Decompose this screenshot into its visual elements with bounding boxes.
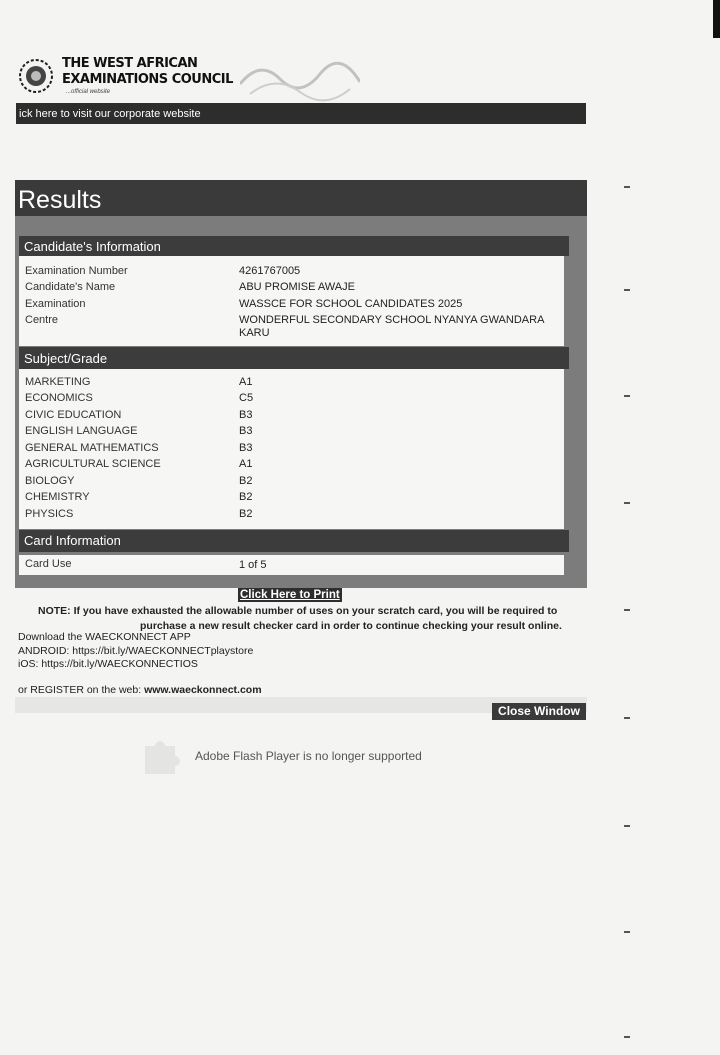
page-edge-shadow xyxy=(713,0,720,38)
examination-label: Examination xyxy=(25,298,86,310)
candidate-name-label: Candidate's Name xyxy=(25,281,116,293)
print-link[interactable]: Click Here to Print xyxy=(240,589,340,601)
register-url-link[interactable]: www.waeckonnect.com xyxy=(144,684,262,696)
examination-value: WASSCE FOR SCHOOL CANDIDATES 2025 xyxy=(239,298,463,310)
card-info-body xyxy=(19,555,564,575)
waec-logo-icon xyxy=(18,58,54,94)
exam-number-value: 4261767005 xyxy=(239,265,301,277)
scan-mark xyxy=(624,609,630,611)
plugin-puzzle-icon xyxy=(140,736,180,776)
subject-grade: A1 xyxy=(239,458,253,470)
download-app-text: Download the WAECKONNECT APP xyxy=(18,631,191,643)
note-line1: If you have exhausted the allowable number of uses on your scratch card, you will be required to xyxy=(70,605,558,617)
org-name-line1: THE WEST AFRICAN xyxy=(62,56,198,71)
subject-grade: B3 xyxy=(239,442,253,454)
tagline: ...official website xyxy=(66,89,111,95)
scan-mark xyxy=(624,825,630,827)
card-use-label: Card Use xyxy=(25,558,72,570)
candidate-info-header: Candidate's Information xyxy=(19,236,569,256)
org-name-line2: EXAMINATIONS COUNCIL xyxy=(62,72,233,87)
subject-name: GENERAL MATHEMATICS xyxy=(25,442,159,454)
subject-grade: B2 xyxy=(239,491,253,503)
subject-name: CIVIC EDUCATION xyxy=(25,409,122,421)
subject-grade: B3 xyxy=(239,425,253,437)
subject-grade-header: Subject/Grade xyxy=(19,347,569,369)
exam-number-label: Examination Number xyxy=(25,265,128,277)
subject-grade: C5 xyxy=(239,392,254,404)
subject-name: PHYSICS xyxy=(25,508,74,520)
banner-decoration-icon xyxy=(240,54,360,102)
card-info-header: Card Information xyxy=(19,530,569,552)
subject-name: AGRICULTURAL SCIENCE xyxy=(25,458,161,470)
scan-mark xyxy=(624,717,630,719)
candidate-name-value: ABU PROMISE AWAJE xyxy=(239,281,355,293)
centre-label: Centre xyxy=(25,314,59,326)
scan-mark xyxy=(624,186,630,188)
scratch-card-note xyxy=(38,604,590,634)
corporate-website-link[interactable]: ick here to visit our corporate website xyxy=(16,103,586,124)
scan-mark xyxy=(624,931,630,933)
note-keyword: NOTE: xyxy=(38,605,71,617)
note-line2: purchase a new result checker card in order to continue checking your result online. xyxy=(140,620,562,632)
subject-name: MARKETING xyxy=(25,376,91,388)
android-link[interactable]: ANDROID: https://bit.ly/WAECKONNECTplaystore xyxy=(18,645,254,657)
ios-link[interactable]: iOS: https://bit.ly/WAECKONNECTIOS xyxy=(18,658,198,670)
register-text xyxy=(18,684,262,696)
flash-unsupported-message: Adobe Flash Player is no longer supported xyxy=(195,749,422,763)
subject-grade: B2 xyxy=(239,475,253,487)
scan-mark xyxy=(624,289,630,291)
results-title: Results xyxy=(15,180,587,216)
subject-grade: A1 xyxy=(239,376,253,388)
scan-mark xyxy=(624,1036,630,1038)
subject-name: BIOLOGY xyxy=(25,475,75,487)
scan-mark xyxy=(624,395,630,397)
subject-grade: B3 xyxy=(239,409,253,421)
register-prefix: or REGISTER on the web: xyxy=(18,684,145,696)
subject-name: CHEMISTRY xyxy=(25,491,90,503)
subject-name: ECONOMICS xyxy=(25,392,93,404)
centre-value: WONDERFUL SECONDARY SCHOOL NYANYA GWANDARA KARU xyxy=(239,314,544,339)
close-window-button[interactable]: Close Window xyxy=(492,703,586,720)
scan-mark xyxy=(624,502,630,504)
card-use-value: 1 of 5 xyxy=(239,559,267,571)
subject-grade: B2 xyxy=(239,508,253,520)
subject-name: ENGLISH LANGUAGE xyxy=(25,425,138,437)
